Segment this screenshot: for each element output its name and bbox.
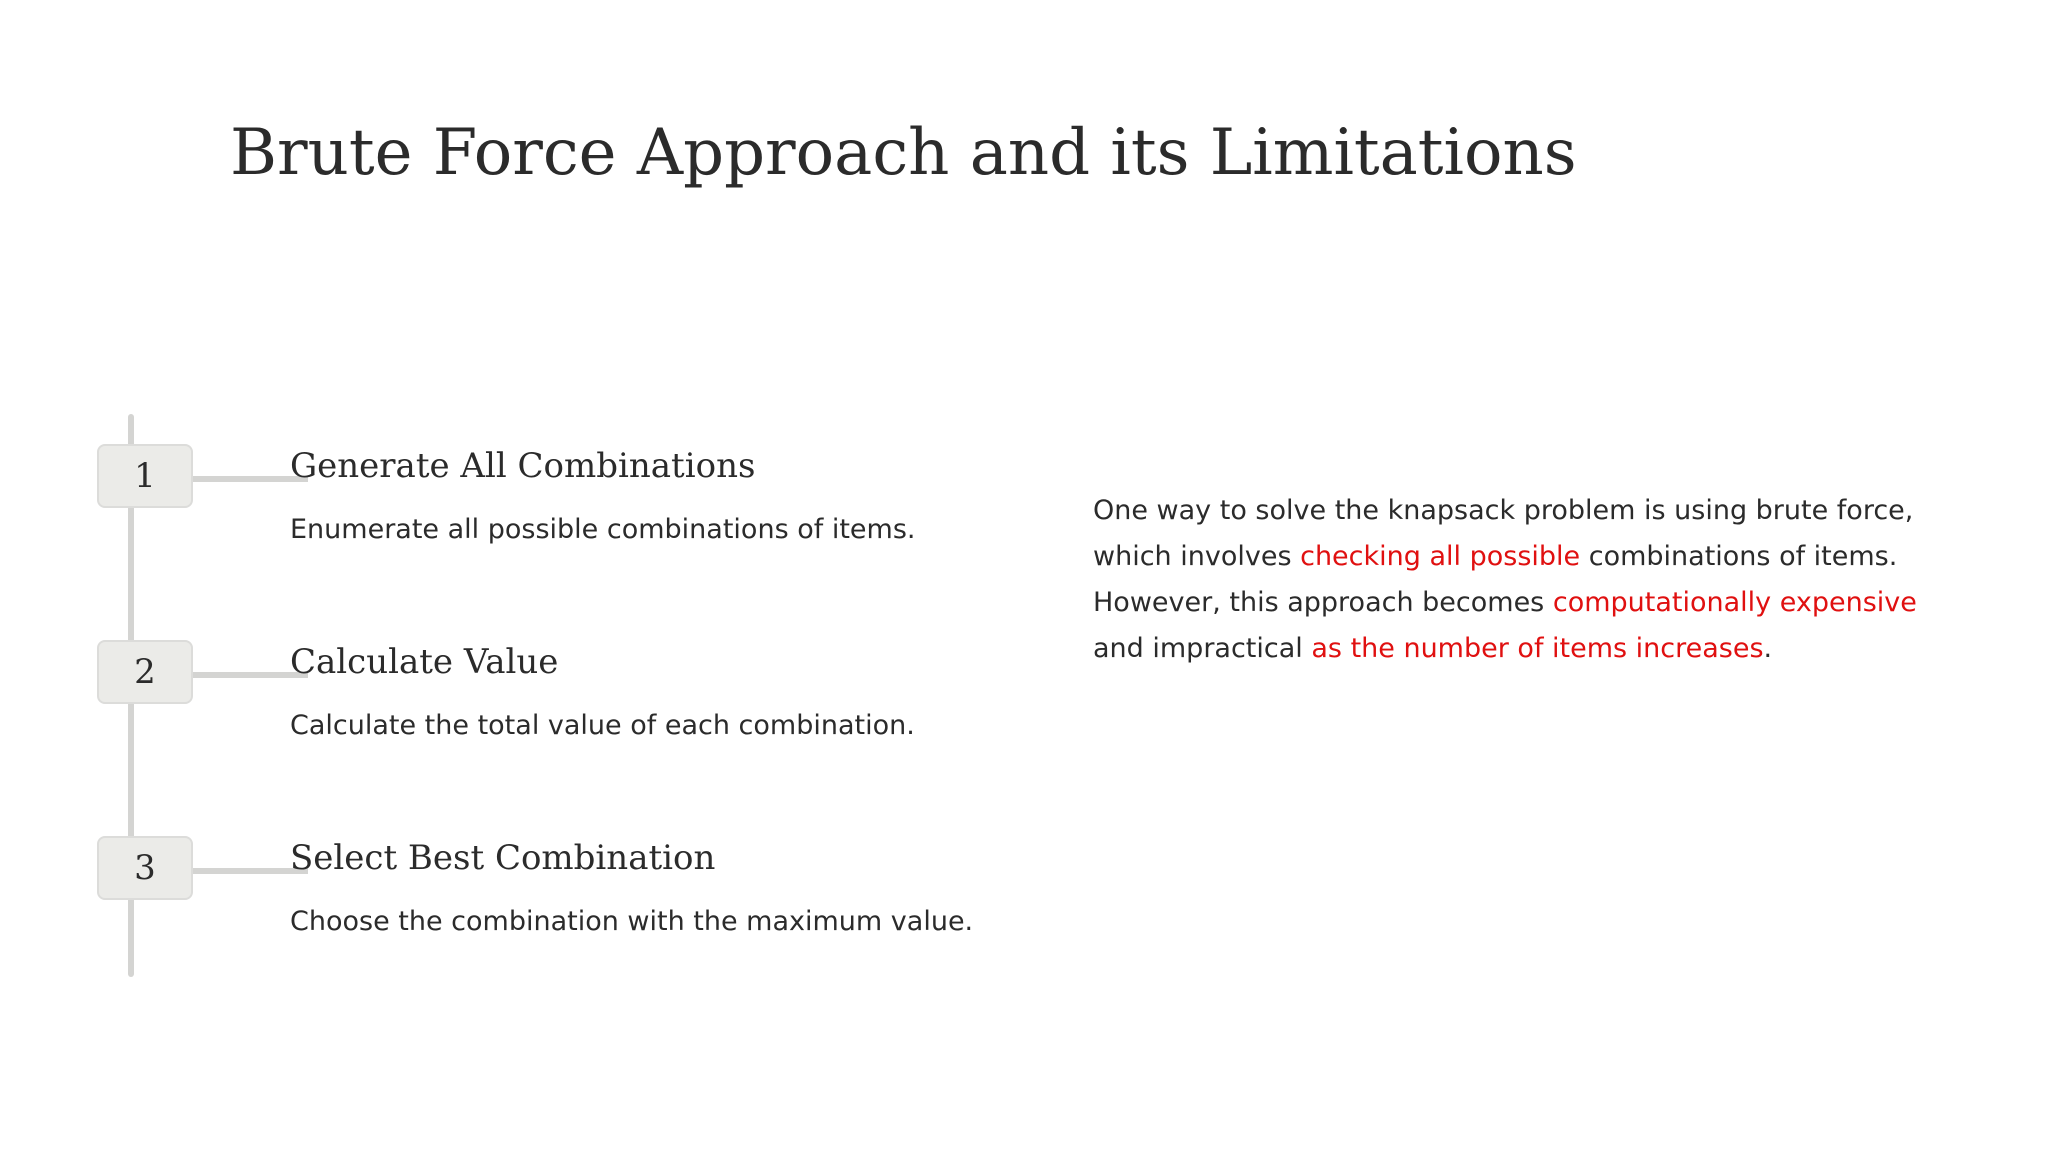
step-description: Enumerate all possible combinations of items. — [290, 514, 916, 545]
step-description: Calculate the total value of each combination. — [290, 710, 915, 741]
paragraph-text: and impractical — [1093, 633, 1312, 664]
paragraph-highlight: as the number of items increases — [1311, 633, 1764, 664]
paragraph-highlight: computationally expensive — [1552, 587, 1917, 618]
paragraph-text: One way to solve the knapsack problem is using brute force, which involves — [1093, 495, 1914, 572]
step-description: Choose the combination with the maximum value. — [290, 906, 974, 937]
paragraph-highlight: checking all possible — [1300, 541, 1581, 572]
paragraph-text: . — [1763, 633, 1773, 664]
slide-title: Brute Force Approach and its Limitations — [230, 116, 1577, 190]
step-title: Generate All Combinations — [290, 446, 756, 486]
paragraph-text: combinations of items. However, this approach becomes — [1093, 541, 1898, 618]
step-number-badge: 1 — [97, 444, 193, 508]
timeline-step-2 — [0, 640, 1000, 820]
timeline-step-1 — [0, 444, 1000, 624]
step-number-badge: 3 — [97, 836, 193, 900]
step-title: Select Best Combination — [290, 838, 716, 878]
step-title: Calculate Value — [290, 642, 559, 682]
step-number-badge: 2 — [97, 640, 193, 704]
explanation-paragraph — [1093, 488, 1923, 672]
timeline-step-3 — [0, 836, 1000, 1016]
